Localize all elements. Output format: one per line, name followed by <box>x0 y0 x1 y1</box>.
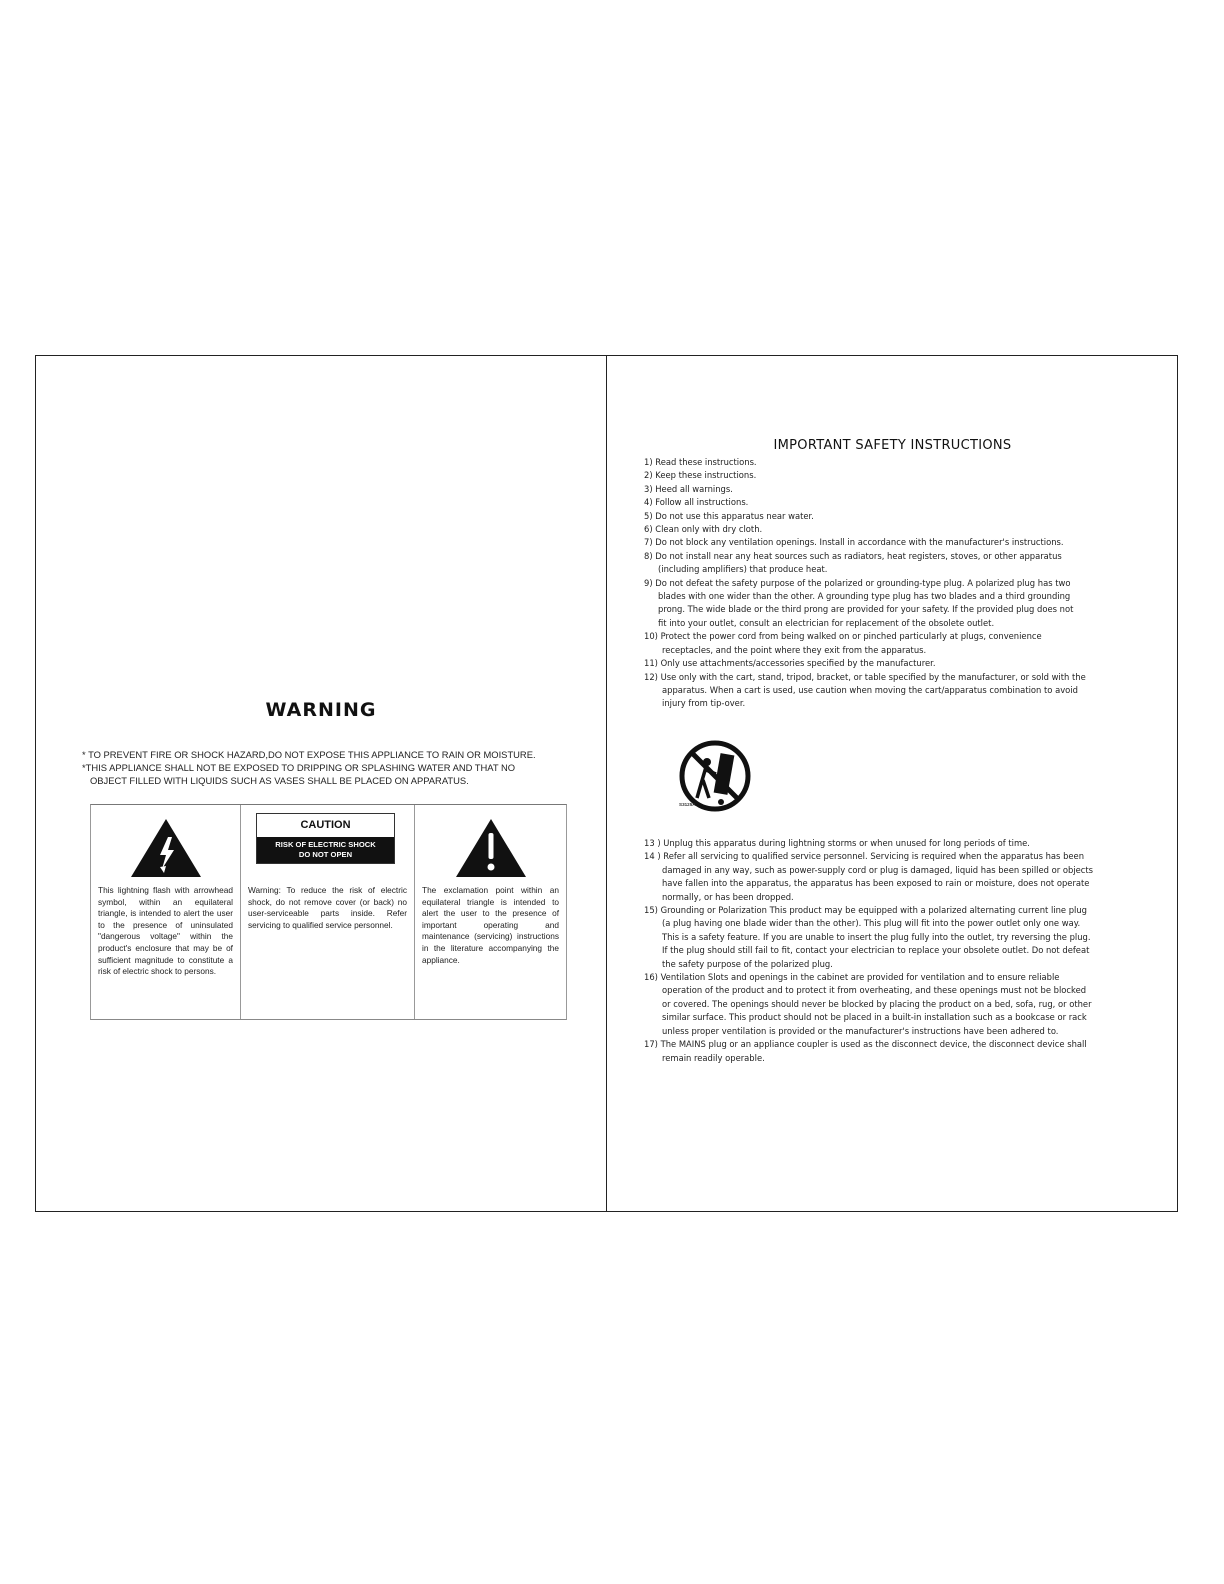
instructions-list-bottom <box>644 837 1144 1065</box>
instruction-item <box>644 550 1144 577</box>
instruction-continuation: blades with one wider than the other. A grounding type plug has two blades and a third grounding <box>658 591 1071 602</box>
warning-note: *THIS APPLIANCE SHALL NOT BE EXPOSED TO DRIPPING OR SPLASHING WATER AND THAT NO <box>82 762 516 773</box>
lightning-triangle-icon <box>129 817 203 879</box>
instruction-line: 10) Protect the power cord from being walked on or pinched particularly at plugs, convenience <box>644 631 1042 642</box>
warning-note: * TO PREVENT FIRE OR SHOCK HAZARD,DO NOT EXPOSE THIS APPLIANCE TO RAIN OR MOISTURE. <box>82 749 536 760</box>
lightning-symbol-cell <box>91 805 241 1019</box>
instruction-continuation: damaged in any way, such as power-supply cord or plug is damaged, liquid has been spilled or objects <box>662 864 1094 875</box>
caution-label <box>256 813 395 864</box>
warning-notes <box>82 748 602 787</box>
caution-line: DO NOT OPEN <box>298 850 353 859</box>
instruction-continuation: apparatus. When a cart is used, use caution when moving the cart/apparatus combination to avoid <box>662 684 1078 695</box>
instruction-item <box>644 496 1144 509</box>
instruction-line: 14 ) Refer all servicing to qualified service personnel. Servicing is required when the apparatus has been <box>644 851 1085 862</box>
instruction-line: 2) Keep these instructions. <box>644 470 757 481</box>
instruction-continuation: remain readily operable. <box>662 1052 765 1063</box>
instruction-continuation: This is a safety feature. If you are unable to insert the plug fully into the outlet, try reversing the plug. <box>662 931 1091 942</box>
instruction-line: 9) Do not defeat the safety purpose of the polarized or grounding-type plug. A polarized plug has two <box>644 577 1071 588</box>
instruction-continuation: have fallen into the apparatus, the apparatus has been exposed to rain or moisture, does not operate <box>662 878 1090 889</box>
instruction-line: 8) Do not install near any heat sources such as radiators, heat registers, stoves, or other apparatus <box>644 550 1062 561</box>
instruction-continuation: receptacles, and the point where they exit from the apparatus. <box>662 644 927 655</box>
instruction-line: 3) Heed all warnings. <box>644 483 733 494</box>
caution-line: RISK OF ELECTRIC SHOCK <box>275 840 376 849</box>
instruction-continuation: fit into your outlet, consult an electrician for replacement of the obsolete outlet. <box>658 617 995 628</box>
instruction-continuation: normally, or has been dropped. <box>662 891 794 902</box>
caution-bar <box>257 837 394 863</box>
instruction-item <box>644 904 1144 971</box>
instruction-line: 6) Clean only with dry cloth. <box>644 524 763 535</box>
instruction-line: 7) Do not block any ventilation openings. Install in accordance with the manufacturer's instructions. <box>644 537 1064 548</box>
instruction-continuation: unless proper ventilation is provided or the manufacturer's instructions have been adhered to. <box>662 1025 1059 1036</box>
instruction-line: 15) Grounding or Polarization This product may be equipped with a polarized alternating current line plug <box>644 905 1087 916</box>
instruction-item <box>644 971 1144 1038</box>
instruction-item <box>644 1038 1144 1065</box>
instruction-item <box>644 837 1144 850</box>
warning-title: WARNING <box>265 699 377 721</box>
instruction-continuation: prong. The wide blade or the third prong are provided for your safety. If the provided plug does not <box>658 604 1074 615</box>
instruction-item <box>644 671 1144 711</box>
instructions-list-top <box>644 456 1144 711</box>
instruction-item <box>644 536 1144 549</box>
instruction-item <box>644 657 1144 670</box>
instruction-continuation: or covered. The openings should never be blocked by placing the product on a bed, sofa, rug, or other <box>662 998 1092 1009</box>
page-divider <box>606 356 607 1211</box>
instruction-item <box>644 510 1144 523</box>
instruction-continuation: (a plug having one blade wider than the other). This plug will fit into the power outlet only one way. <box>662 918 1081 929</box>
instruction-item <box>644 483 1144 496</box>
instruction-continuation: If the plug should still fail to fit, contact your electrician to replace your obsolete outlet. Do not defeat <box>662 945 1090 956</box>
instruction-continuation: operation of the product and to protect it from overheating, and these openings must not be blocked <box>662 985 1087 996</box>
instruction-line: 4) Follow all instructions. <box>644 497 749 508</box>
caution-symbol-text: Warning: To reduce the risk of electric shock, do not remove cover (or back) no user-serviceable parts inside. Refer servicing to qualified service personnel. <box>248 885 407 930</box>
exclamation-triangle-icon <box>454 817 528 879</box>
instruction-line: 13 ) Unplug this apparatus during lightning storms or when unused for long periods of time. <box>644 838 1030 848</box>
instruction-continuation: (including amplifiers) that produce heat. <box>658 564 828 575</box>
caution-label-cell <box>241 805 415 1019</box>
exclamation-symbol-cell <box>415 805 566 1019</box>
instruction-item <box>644 577 1144 631</box>
warning-note: OBJECT FILLED WITH LIQUIDS SUCH AS VASES SHALL BE PLACED ON APPARATUS. <box>90 775 469 786</box>
lightning-symbol-text: This lightning flash with arrowhead symbol, within an equilateral triangle, is intended to alert the user to the presence of uninsulated "dangerous voltage" within the product's enclosure that may be of sufficient magnitude to constitute a risk of electric shock to persons. <box>98 885 233 977</box>
safety-symbol-table <box>90 804 567 1020</box>
instruction-line: 1) Read these instructions. <box>644 457 757 467</box>
instruction-line: 5) Do not use this apparatus near water. <box>644 510 814 521</box>
instruction-continuation: the safety purpose of the polarized plug. <box>662 958 833 969</box>
manual-spread <box>35 355 1178 1212</box>
exclamation-symbol-text: The exclamation point within an equilateral triangle is intended to alert the user to the presence of important operating and maintenance (servicing) instructions in the literature accompanying the appliance. <box>422 885 559 965</box>
caution-title: CAUTION <box>300 819 351 831</box>
instruction-item <box>644 469 1144 482</box>
instruction-line: 12) Use only with the cart, stand, tripod, bracket, or table specified by the manufacturer, or sold with the <box>644 671 1086 682</box>
instruction-continuation: similar surface. This product should not be placed in a built-in installation such as a bookcase or rack <box>662 1012 1087 1023</box>
instruction-item <box>644 523 1144 536</box>
instruction-line: 16) Ventilation Slots and openings in the cabinet are provided for ventilation and to ensure reliable <box>644 972 1060 983</box>
instructions-title: IMPORTANT SAFETY INSTRUCTIONS <box>773 438 1012 453</box>
instruction-line: 17) The MAINS plug or an appliance coupler is used as the disconnect device, the disconnect device shall <box>644 1039 1087 1050</box>
instruction-item <box>644 630 1144 657</box>
instruction-item <box>644 456 1144 469</box>
instruction-line: 11) Only use attachments/accessories specified by the manufacturer. <box>644 658 936 669</box>
cart-symbol-code: S3125A <box>679 802 696 807</box>
instruction-continuation: injury from tip-over. <box>662 698 746 709</box>
instruction-item <box>644 850 1144 904</box>
